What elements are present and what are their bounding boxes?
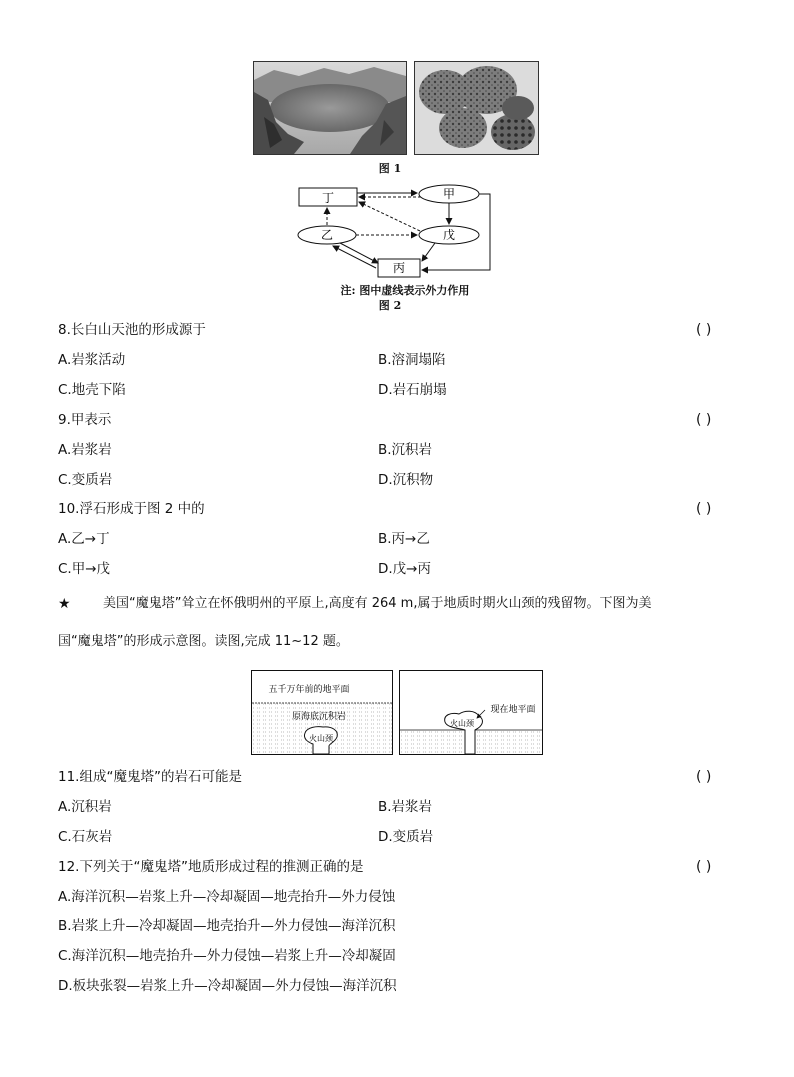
q10-option-c[interactable]: C.甲→戊 [58, 561, 111, 577]
passage-line1: 美国“魔鬼塔”耸立在怀俄明州的平原上,高度有 264 m,属于地质时期火山颈的残留物。下图为美 [103, 596, 652, 611]
q10-option-a[interactable]: A.乙→丁 [58, 531, 110, 547]
q12-option-c[interactable]: C.海洋沉积—地壳抬升—外力侵蚀—岩浆上升—冷却凝固 [58, 948, 396, 964]
figure1-caption: 图 1 [378, 162, 402, 175]
left-neck-label: 火山颈 [309, 734, 333, 743]
rock-cycle-diagram [290, 180, 500, 282]
arrow-wu-to-bing [422, 243, 435, 261]
left-ground-label: 五千万年前的地平面 [268, 685, 350, 695]
q9-option-d[interactable]: D.沉积物 [378, 472, 434, 488]
node-jia-label: 甲 [442, 187, 456, 201]
figure2-caption: 图 2 [378, 299, 402, 312]
q11-option-d[interactable]: D.变质岩 [378, 829, 434, 845]
node-yi-label: 乙 [320, 228, 334, 242]
q10-answer-paren: ( ) [696, 501, 712, 517]
q8-option-d[interactable]: D.岩石崩塌 [378, 382, 447, 398]
q9-stem: 9.甲表示 [58, 412, 112, 428]
q8-option-a[interactable]: A.岩浆活动 [58, 352, 126, 368]
q10-option-b[interactable]: B.丙→乙 [378, 531, 430, 547]
q9-option-a[interactable]: A.岩浆岩 [58, 442, 112, 458]
tianchi-lake-photo [253, 61, 407, 155]
devils-tower-before-diagram [251, 670, 393, 755]
pumice-stones-photo [414, 61, 539, 155]
q8-answer-paren: ( ) [696, 322, 712, 338]
node-wu-label: 戊 [442, 228, 456, 242]
q8-stem: 8.长白山天池的形成源于 [58, 322, 206, 338]
right-neck-label: 火山颈 [450, 719, 474, 728]
star-icon: ★ [58, 596, 71, 612]
q12-option-b[interactable]: B.岩浆上升—冷却凝固—地壳抬升—外力侵蚀—海洋沉积 [58, 918, 396, 934]
q11-option-c[interactable]: C.石灰岩 [58, 829, 113, 845]
q9-option-b[interactable]: B.沉积岩 [378, 442, 433, 458]
q12-stem: 12.下列关于“魔鬼塔”地质形成过程的推测正确的是 [58, 859, 364, 875]
left-sediment-label: 原海底沉积岩 [291, 712, 347, 722]
node-bing-label: 丙 [392, 261, 406, 275]
figure2-note: 注: 图中虚线表示外力作用 [340, 284, 470, 297]
right-ground-label: 现在地平面 [490, 705, 536, 715]
q11-answer-paren: ( ) [696, 769, 712, 785]
q9-option-c[interactable]: C.变质岩 [58, 472, 113, 488]
q8-option-c[interactable]: C.地壳下陷 [58, 382, 126, 398]
q10-option-d[interactable]: D.戊→丙 [378, 561, 431, 577]
q9-answer-paren: ( ) [696, 412, 712, 428]
q12-option-a[interactable]: A.海洋沉积—岩浆上升—冷却凝固—地壳抬升—外力侵蚀 [58, 889, 396, 905]
q11-stem: 11.组成“魔鬼塔”的岩石可能是 [58, 769, 242, 785]
q12-option-d[interactable]: D.板块张裂—岩浆上升—冷却凝固—外力侵蚀—海洋沉积 [58, 978, 397, 994]
q11-option-a[interactable]: A.沉积岩 [58, 799, 112, 815]
node-ding-label: 丁 [321, 191, 335, 205]
dashed-arrow-wu-to-ding [359, 202, 420, 231]
q10-stem: 10.浮石形成于图 2 中的 [58, 501, 205, 517]
q12-answer-paren: ( ) [696, 859, 712, 875]
passage-line2: 国“魔鬼塔”的形成示意图。读图,完成 11~12 题。 [58, 634, 349, 649]
q11-option-b[interactable]: B.岩浆岩 [378, 799, 433, 815]
q8-option-b[interactable]: B.溶洞塌陷 [378, 352, 446, 368]
arrow-bing-to-yi [333, 246, 376, 268]
devils-tower-after-diagram [399, 670, 543, 755]
